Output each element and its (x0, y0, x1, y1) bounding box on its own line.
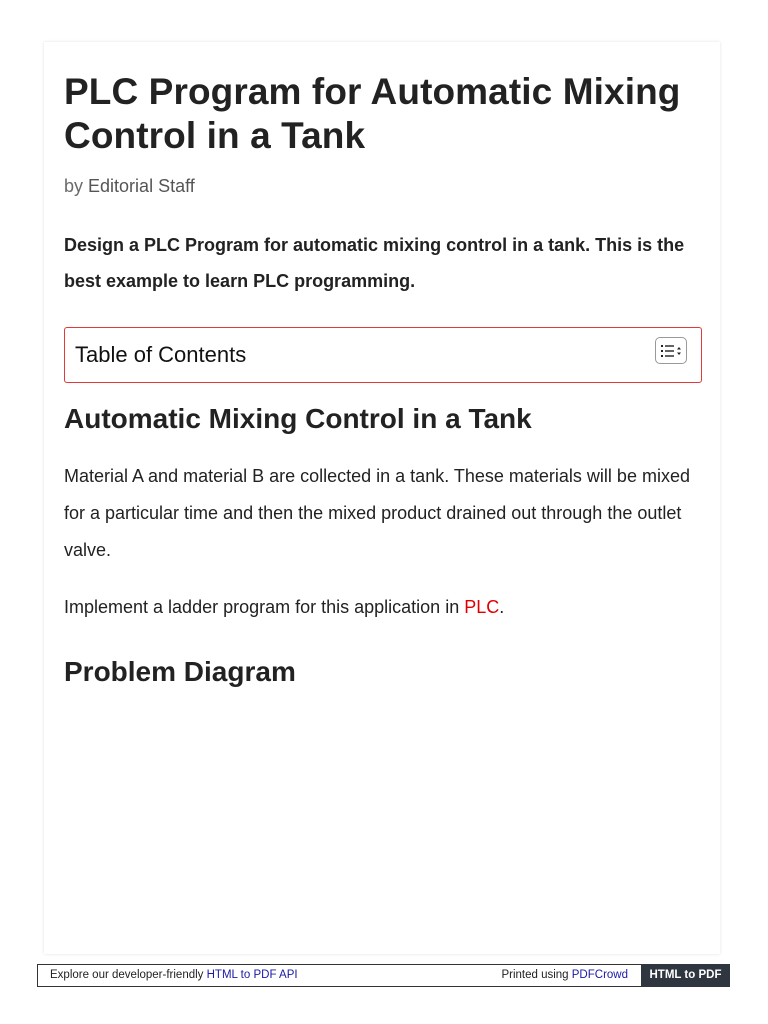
footer-explore-text: Explore our developer-friendly (50, 969, 207, 981)
page-card (44, 42, 720, 954)
author-link[interactable]: Editorial Staff (88, 176, 195, 196)
implement-paragraph (64, 595, 702, 619)
byline (64, 174, 702, 198)
section-heading-mixing: Automatic Mixing Control in a Tank (64, 403, 532, 434)
pdfcrowd-link[interactable]: PDFCrowd (571, 969, 628, 981)
toc-title: Table of Contents (75, 342, 247, 367)
table-of-contents[interactable] (64, 327, 702, 383)
list-toggle-icon (661, 344, 683, 358)
footer-printed-text: Printed using (501, 969, 572, 981)
html-to-pdf-button[interactable]: HTML to PDF (641, 964, 730, 987)
html-to-pdf-api-link[interactable]: HTML to PDF API (206, 969, 298, 981)
implement-suffix: . (499, 597, 505, 617)
implement-text: Implement a ladder program for this application in (64, 597, 465, 617)
footer-explore (50, 965, 298, 986)
footer-printed (501, 965, 628, 986)
article-content (64, 70, 702, 689)
toc-toggle-button[interactable] (655, 337, 687, 364)
pdfcrowd-footer (37, 964, 730, 987)
plc-link[interactable]: PLC (464, 597, 500, 617)
mixing-description: Material A and material B are collected in a tank. These materials will be mixed for a particular time and then the mixed product drained out through the outlet valve. (64, 466, 690, 560)
byline-prefix: by (64, 176, 84, 196)
page-title: PLC Program for Automatic Mixing Control in a Tank (64, 71, 681, 156)
section-heading-problem-diagram: Problem Diagram (64, 656, 296, 687)
intro-paragraph: Design a PLC Program for automatic mixing control in a tank. This is the best example to learn PLC programming. (64, 235, 685, 291)
